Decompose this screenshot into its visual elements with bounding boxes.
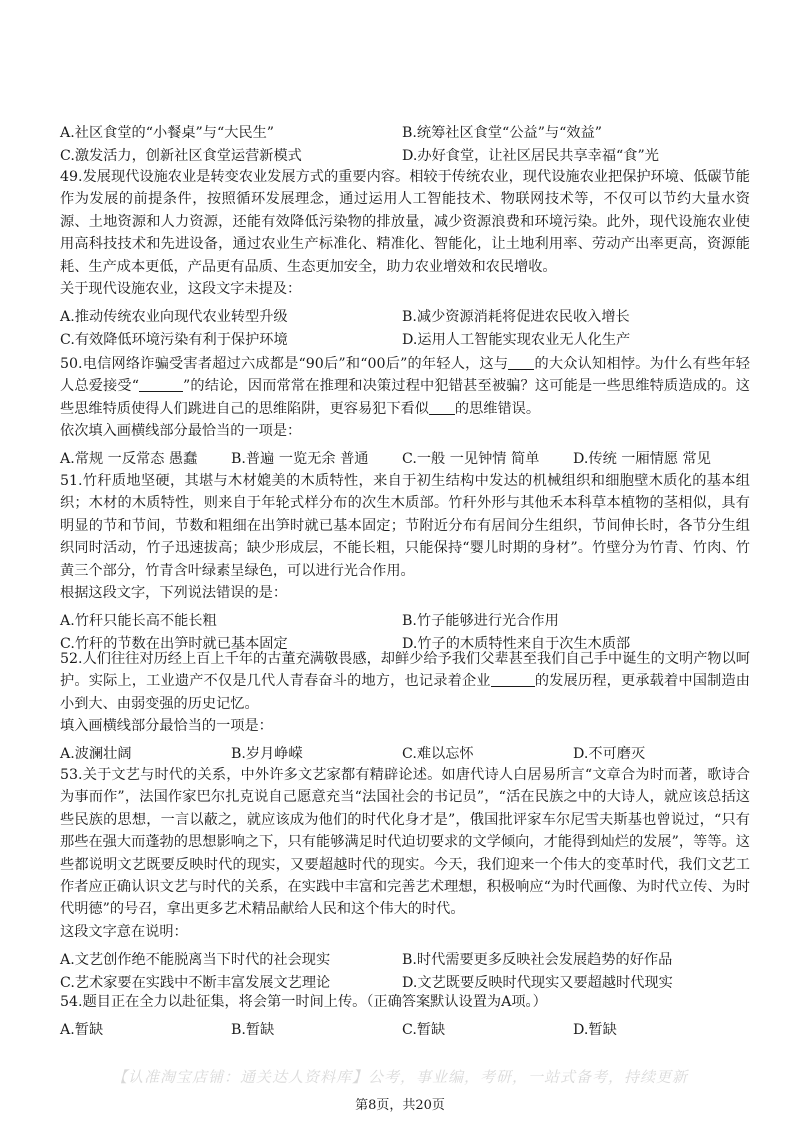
question-options: [60, 1017, 750, 1040]
question-prompt: 这段文字意在说明：: [60, 923, 188, 940]
question-stem: 49.发展现代设施农业是转变农业发展方式的重要内容。相较于传统农业，现代设施农业把保护环境、低碳节能作为发展的前提条件，按照循环发展理念，通过运用人工智能技术、物联网技术等，不仅可以节约大量水资源、土地资源和人力资源，还能有效降低污染物的排放量，减少资源浪费和环境污染。此外，现代设施农业使用高科技技术和先进设备，通过农业生产标准化、精准化、智能化，让土地利用率、劳动产出率更高，资源能耗、生产成本更低，产品更有品质、生态更加安全，助力农业增效和农民增收。: [60, 169, 750, 275]
option-b: B.岁月峥嵘: [231, 746, 303, 763]
option-a: A.文艺创作绝不能脱离当下时代的社会现实: [60, 951, 331, 968]
fill-blank: [139, 377, 183, 392]
option-a: A.常规 一反常态 愚蠢: [60, 451, 198, 468]
question-stem: 51.竹秆质地坚硬，其堪与木材媲美的木质特性，来自于初生结构中发达的机械组织和细胞壁木质化的基本组织；木材的木质特性，则来自于年轮式样分布的次生木质部。竹秆外形与其他禾本科草本植物的茎相似，具有明显的节和节间，节数和粗细在出笋时就已基本固定；节附近分布有居间分生组织，节间伸长时，各节分生组织同时活动，竹子迅速拔高；缺少形成层，不能长粗，只能保持“婴儿时期的身材”。竹壁分为竹青、竹肉、竹黄三个部分，竹青含叶绿素呈绿色，可以进行光合作用。: [60, 473, 750, 579]
question-51: [60, 470, 750, 654]
question-stem: 50.电信网络诈骗受害者超过六成都是“90后”和“00后”的年轻人，这与 的大众认知相悖。为什么有些年轻人总爱接受“ ”的结论，因而常常在推理和决策过程中犯错甚至被骗？这可能是一些思维特质造成的。这些思维特质使得人们跳进自己的思维陷阱，更容易犯下看似 的思维错误。: [60, 356, 750, 417]
option-d: D.文艺既要反映时代现实又要超越时代现实: [402, 974, 673, 991]
option-a: A.暂缺: [60, 1021, 104, 1038]
question-options: [60, 304, 750, 350]
question-prompt: 依次填入画横线部分最恰当的一项是：: [60, 423, 302, 440]
option-b: B.竹子能够进行光合作用: [402, 612, 559, 629]
previous-question-options: [60, 120, 750, 166]
option-a: A.波澜壮阔: [60, 746, 132, 763]
question-prompt: 关于现代设施农业，这段文字未提及：: [60, 281, 302, 298]
option-a: A.推动传统农业向现代农业转型升级: [60, 308, 288, 325]
question-50: [60, 353, 750, 470]
question-53: [60, 764, 750, 993]
option-c: C.一般 一见钟情 简单: [402, 451, 540, 468]
option-c: C.竹秆的节数在出笋时就已基本固定: [60, 635, 288, 652]
option-d: D.暂缺: [573, 1021, 617, 1038]
option-b: B.减少资源消耗将促进农民收入增长: [402, 308, 630, 325]
question-49: [60, 166, 750, 350]
watermark-text: 【认准淘宝店铺：通关达人资料库】公考，事业编，考研，一站式备考，持续更新: [111, 1068, 688, 1086]
question-options: [60, 447, 750, 470]
option-c: C.暂缺: [402, 1021, 446, 1038]
option-a: A.竹秆只能长高不能长粗: [60, 612, 217, 629]
option-d: D.不可磨灭: [573, 746, 646, 763]
option-c: C.艺术家要在实践中不断丰富发展文艺理论: [60, 974, 331, 991]
fill-blank: [508, 355, 534, 370]
option-a: A.社区食堂的“小餐桌”与“大民生”: [60, 124, 275, 141]
question-stem: 52.人们往往对历经上百上千年的古董充满敬畏感，却鲜少给予我们父辈甚至我们自己手中诞生的文明产物以呵护。实际上，工业遗产不仅是几代人青春奋斗的地方，也记录着企业 的发展历程，更承载着中国制造由小到大、由弱变强的历史记忆。: [60, 651, 750, 712]
question-stem: 53.关于文艺与时代的关系，中外许多文艺家都有精辟论述。如唐代诗人白居易所言“文章合为时而著，歌诗合为事而作”，法国作家巴尔扎克说自己愿意充当“法国社会的书记员”，“活在民族之中的大诗人，就应该总括这些民族的思想，一言以蔽之，就应该成为他们的时代化身才是”，俄国批评家车尔尼雪夫斯基也曾说过，“只有那些在强大而蓬勃的思想影响之下，只有能够满足时代迫切要求的文学倾向，才能得到灿烂的发展”，等等。这些都说明文艺既要反映时代的现实，又要超越时代的现实。今天，我们迎来一个伟大的变革时代，我们文艺工作者应正确认识文艺与时代的关系，在实践中丰富和完善艺术理想，积极响应“为时代画像、为时代立传、为时代明德”的号召，拿出更多艺术精品献给人民和这个伟大的时代。: [60, 767, 750, 918]
question-prompt: 填入画横线部分最恰当的一项是：: [60, 718, 273, 735]
option-d: D.传统 一厢情愿 常见: [573, 451, 711, 468]
question-prompt: 根据这段文字，下列说法错误的是：: [60, 585, 288, 602]
question-options: [60, 947, 750, 993]
option-b: B.暂缺: [231, 1021, 275, 1038]
fill-blank: [429, 400, 455, 415]
option-c: C.有效降低环境污染有利于保护环境: [60, 331, 288, 348]
question-52: [60, 648, 750, 765]
option-d: D.办好食堂，让社区居民共享幸福“食”光: [402, 147, 659, 164]
fill-blank: [491, 672, 535, 687]
question-stem: 54.题目正在全力以赴征集，将会第一时间上传。（正确答案默认设置为A项。）: [60, 994, 547, 1010]
option-c: C.难以忘怀: [402, 746, 474, 763]
option-d: D.运用人工智能实现农业无人化生产: [402, 331, 631, 348]
option-b: B.统筹社区食堂“公益”与“效益”: [402, 124, 603, 141]
option-b: B.时代需要更多反映社会发展趋势的好作品: [402, 951, 673, 968]
option-c: C.激发活力，创新社区食堂运营新模式: [60, 147, 302, 164]
page-number: 第8页，共20页: [355, 1098, 445, 1113]
question-options: [60, 742, 750, 765]
option-b: B.普遍 一览无余 普通: [231, 451, 369, 468]
question-54: [60, 991, 750, 1040]
option-d: D.竹子的木质特性来自于次生木质部: [402, 635, 631, 652]
